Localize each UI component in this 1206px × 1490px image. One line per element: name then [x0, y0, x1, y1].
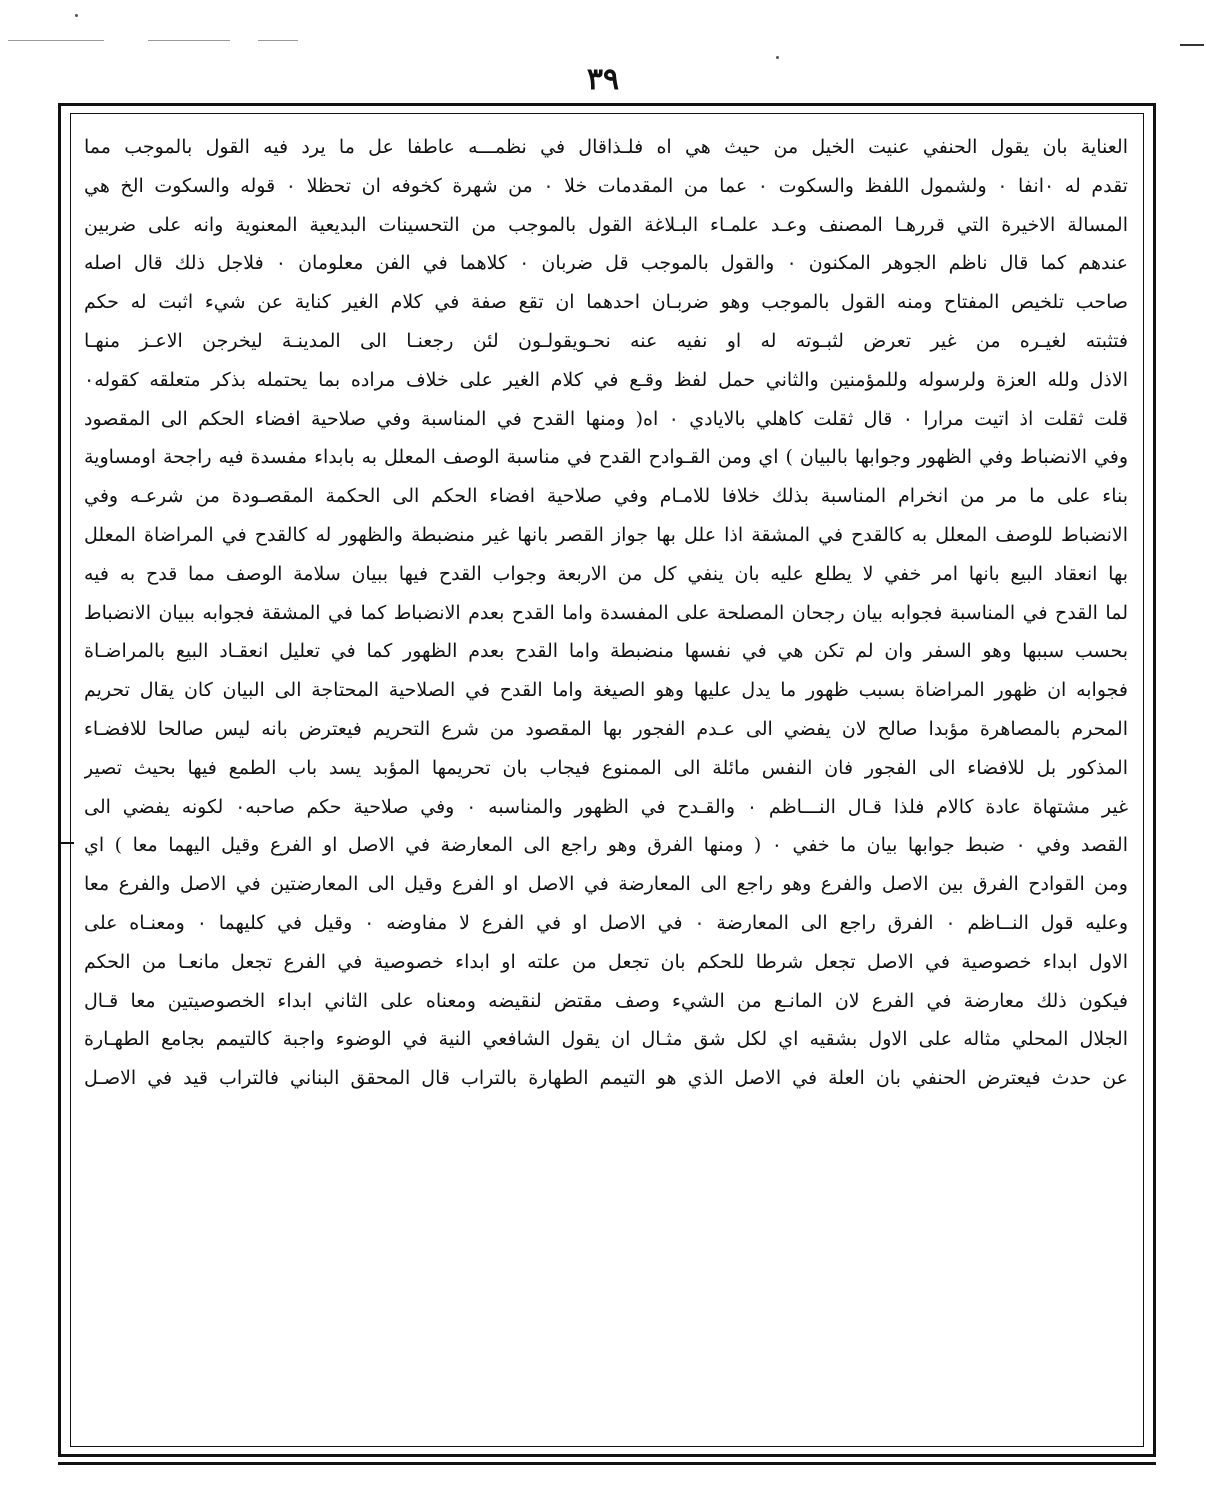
text-line: الاذل ولله العزة ولرسوله وللمؤمنين والثاني حمل لفظ وقـع في كلام الغير على خلاف مراده بما يحتمله بذكر متعلقه كقوله٠	[84, 368, 1128, 391]
text-line: الاول ابداء خصوصية في الاصل تجعل شرطا للحكم بان تجعل من علته او ابداء خصوصية في الفرع تجعل مانعـا من الحكم	[84, 950, 1128, 973]
page-border-tick	[60, 842, 74, 844]
text-line: فيكون ذلك معارضة في الفرع لان المانـع من الشيء وصف مقتض لنقيضه ومعناه على الثاني ابداء الخصوصيتين معا قـال	[84, 989, 1128, 1012]
scan-artifact-line	[258, 40, 298, 41]
text-line: العناية بان يقول الحنفي عنيت الخيل من حيث هي اه فلـذاقال في نظمـــه عاطفا عل ما يرد فيه القول بالموجب مما	[84, 136, 1128, 158]
page-border-bottom-rule	[58, 1462, 1156, 1465]
scan-artifact-line	[148, 40, 230, 41]
text-line: ومن القوادح الفرق بين الاصل والفرع وهو راجع الى المعارضة في الاصل او الفرع وقيل الى المعارضتين في الاصل والفرع معا	[84, 873, 1128, 896]
text-line: المسالة الاخيرة التي قررهـا المصنف وعـد علمـاء البـلاغة القول بالموجب من التحسينات البديعية المعنوية وانه على ضربين	[84, 213, 1128, 236]
text-line: الجلال المحلي مثاله على الاول بشقيه اي لكل شق مثـال ان يقول الشافعي النية في الوضوء واجبة كالتيمم بجامع الطهـارة	[84, 1028, 1128, 1051]
text-line: وفي الانضباط وفي الظهور وجوابها بالبيان ) اي ومن القـوادح القدح في مناسبة الوصف المعلل به بابداء مفسدة فيه راجحة اومساوية	[84, 446, 1128, 469]
text-line: غير مشتهاة عادة كالام فلذا قـال النـــاظم ٠ والقـدح في الظهور والمناسبه ٠ وفي صلاحية حكم صاحبه٠ لكونه يفضي الى	[84, 795, 1128, 818]
text-line: قلت ثقلت اذ اتيت مرارا ٠ قال ثقلت كاهلي بالايادي ٠ اه( ومنها القدح في المناسبة وفي صلاحية افضاء الحكم الى المقصود	[84, 407, 1128, 430]
text-line: المحرم بالمصاهرة مؤبدا صالح لان يفضي الى عـدم الفجور بها المقصود من شرع التحريم فيعترض بانه ليس صالحا للافضـاء	[84, 717, 1128, 740]
text-line: الانضباط للوصف المعلل به كالقدح في المشقة اذا علل بها جواز القصر بانها غير منضبطة والظهور له كالقدح في المراضاة المعلل	[84, 523, 1128, 546]
text-line: فجوابه ان ظهور المراضاة بسبب ظهور ما يدل عليها وهو الصيغة واما القدح في الصلاحية المحتاجة الى البيان كان يقال تحريم	[84, 679, 1128, 702]
text-line: بها انعقاد البيع بانها امر خفي لا يطلع عليه بان ينفي كل من الاربعة وجواب القدح فيها ببيان سلامة الوصف مما قدح به فيه	[84, 562, 1128, 585]
text-line: تقدم له ٠انفا ٠ ولشمول اللفظ والسكوت ٠ عما من المقدمات خلا ٠ من شهرة كخوفه ان تحظلا ٠ قوله والسكوت الخ هي	[84, 174, 1128, 197]
scan-artifact-dot	[776, 56, 779, 59]
text-line: عن حدث فيعترض الحنفي بان العلة في الاصل الذي هو التيمم الطهارة بالتراب قال المحقق البناني فالتراب قيد في الاصـل	[84, 1067, 1128, 1090]
text-line: المذكور بل للافضاء الى الفجور فان النفس مائلة الى الممنوع فيجاب بان تحريمها المؤبد يسد باب الطمع فيها بحيث تصير	[84, 756, 1128, 779]
text-line: صاحب تلخيص المفتاح ومنه القول بالموجب وهو ضربـان احدهما ان تقع صفة في كلام الغير كناية عن شيء اثبت له حكم	[84, 291, 1128, 314]
scan-artifact-line	[1180, 44, 1204, 46]
text-line: عندهم كما قال ناظم الجوهر المكنون ٠ والقول بالموجب قل ضربان ٠ كلاهما في الفن معلومان ٠ فلاجل ذلك قال اصله	[84, 252, 1128, 275]
body-text	[84, 128, 1128, 1098]
text-line: فتثبته لغيـره من غير تعرض لثبـوته له او نفيه عنه نحـويقولـون لئن رجعنـا الى المدينـة ليخرجن الاعـز منهـا	[84, 329, 1128, 352]
scan-artifact-line	[8, 40, 104, 41]
text-line: بناء على ما مر من انخرام المناسبة بذلك خلافا للامـام وفي صلاحية افضاء الحكم الى الحكمة المقصـودة من شرعـه وفي	[84, 485, 1128, 508]
scan-artifact-dot	[75, 14, 78, 17]
page-number: ٣٩	[586, 62, 620, 97]
text-line: القصد وفي ٠ ضبط جوابها بيان ما خفي ٠ ( ومنها الفرق وهو راجع الى المعارضة في الاصل او الفرع وقيل اليهما معا ) اي	[84, 834, 1128, 857]
text-line: لما القدح في المناسبة فجوابه بيان رجحان المصلحة على المفسدة واما القدح بعدم الانضباط كما في المشقة فجوابه ببيان الانضباط	[84, 601, 1128, 624]
text-line: بحسب سببها وهو السفر وان لم تكن هي في نفسها منضبطة واما القدح بعدم الظهور كما في تعليل انعقـاد البيع بالمراضـاة	[84, 640, 1128, 663]
text-line: وعليه قول النــاظم ٠ الفرق راجع الى المعارضة ٠ في الاصل او في الفرع لا مفاوضه ٠ وقيل في كليهما ٠ ومعنـاه على	[84, 911, 1128, 934]
